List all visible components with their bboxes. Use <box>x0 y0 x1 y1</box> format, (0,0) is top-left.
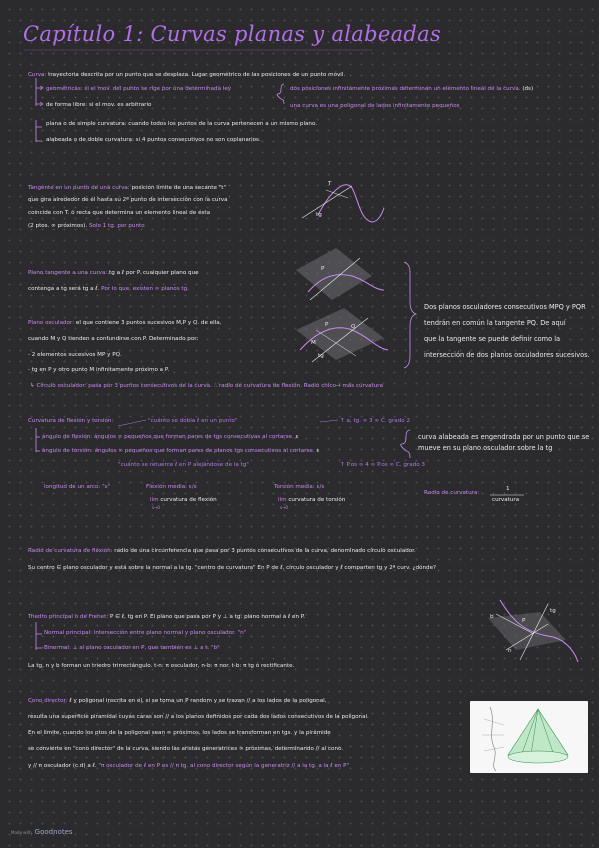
curva-right-1 <box>290 86 533 93</box>
curva-section <box>28 72 345 79</box>
curva-libre: de forma libre: si el mov. es arbitrario <box>46 102 152 108</box>
flexion-lim: lím <box>150 497 159 503</box>
frenet-fig-b: b <box>490 614 494 620</box>
osculador-fig-tg: tg <box>318 353 324 359</box>
plano-tangente-line-1 <box>28 270 199 277</box>
plano-tangente-line-2 <box>28 286 189 293</box>
osculador-line-3: - 2 elementos sucesivos MP y PQ. <box>28 352 122 358</box>
nota-osculadores-2: tendrán en común la tangente PQ. De aquí <box>424 319 566 327</box>
curvatura-heading: Curvatura de flexión y torsión: <box>28 418 114 424</box>
flexion-lim-text: curvatura de flexión <box>160 497 217 503</box>
geometricas-text: geométricas: si el mov. del punto se rige por una determinada ley <box>46 86 232 92</box>
radio-curvatura: Radio de curvatura: <box>424 490 480 496</box>
frenet-figure <box>0 0 1 1</box>
plano-tangente-fig-P: P <box>321 266 325 272</box>
tangente-l4: (2 ptos. ∞ próximos). <box>28 223 88 229</box>
torsion-limite <box>278 497 345 504</box>
curva-heading: Curva: <box>28 72 47 78</box>
radio-flexion-heading: Radio de curvatura de flexión: <box>28 548 113 554</box>
frenet-binormal-text: Binormal: ⊥ al plano osculador en P, que también es ⊥ a t. <box>44 645 210 651</box>
cono-heading: Cono director: <box>28 698 68 704</box>
osculador-line-2: cuando M y Q tienden a confundirse con P. Determinado por: <box>28 336 199 342</box>
plano-tangente-l1: tg a ℓ por P. cualquier plano que <box>107 270 199 276</box>
plano-tangente-l2: contenga a tg será tg a ℓ. <box>28 286 100 292</box>
frenet-normal <box>44 630 246 637</box>
curva-definition: trayectoria descrita por un punto que se desplaza. Lugar geométrico de las posiciones de un punto móvil. <box>46 72 346 78</box>
tangente-line-2: que gira alrededor de él hasta su 2º punto de intersección con la curva <box>28 197 228 203</box>
radio-frac-bottom: curvatura <box>492 497 520 503</box>
tangente-fig-tg: tg <box>316 212 322 218</box>
cono-line-1 <box>28 698 327 705</box>
cono-line-2: resulta una superficie piramidal cuyas caras son // a los planos definidos por cada dos lados consecutivos de la poligonal. <box>28 714 369 720</box>
tangente-l4b: Solo 1 tg. por punto <box>88 223 145 229</box>
tangente-heading: Tangente en un punto de una curva: <box>28 185 130 191</box>
tangente-line-3: coincide con T. ó recta que determina un elemento lineal de ésta <box>28 210 211 216</box>
frenet-normal-text: Normal principal: intersección entre plano normal y plano osculador. <box>44 630 236 636</box>
osculador-fig-P: P <box>325 322 329 328</box>
frenet-fig-P: P <box>522 618 526 624</box>
cono-line-5 <box>28 763 349 770</box>
made-with-label: Made with <box>11 829 32 835</box>
osculador-fig-M: M <box>311 340 316 346</box>
radio-flexion-l1: radio de una circunferencia que pasa por 3 puntos consecutivos de la curva, denominado círculo osculador. <box>112 548 416 554</box>
torsion-text: ángulo de torsión: ángulos ∞ pequeños que forman pares de planos tgs consecutivos al cortarse. <box>42 448 315 454</box>
osculador-line-4: - tg en P y otro punto M infinitamente próximo a P. <box>28 367 170 373</box>
curva-right-2: una curva es una poligonal de lados infinitamente pequeños <box>290 103 460 109</box>
curva-geometricas <box>46 86 231 93</box>
flexion-text: ángulo de flexión: ángulos ∞ pequeños que forman pares de tgs consecutivas al cortarse. <box>42 434 294 440</box>
cono-line-4: se convierte en "cono director" de la curva, siendo las aristas generatrices ∞ próximas, determinando // al cono. <box>28 746 344 752</box>
radio-flexion-l2: Su centro ∈ plano osculador y está sobre la normal a la tg. "centro de curvatura" <box>28 565 256 571</box>
frenet-line-4: La tg, n y b forman un triedro trirrectángulo. t-n: π osculador, n-b: π nor. t-b: π tg ó rectificante. <box>28 663 295 669</box>
radio-flexion-line-2 <box>28 565 436 572</box>
osculador-l1: el que contiene 3 puntos sucesivos M,P y Q. de ella, <box>74 320 222 326</box>
tangente-fig-T: T <box>328 181 332 187</box>
frenet-heading: Triedro principal o de Frenet: <box>28 614 109 620</box>
nota-osculadores-4: intersección de dos planos osculadores sucesivos. <box>424 351 590 359</box>
tangente-line-4 <box>28 223 145 230</box>
frenet-fig-n: n <box>508 648 512 654</box>
plano-tangente-heading: Plano tangente a una curva: <box>28 270 108 276</box>
circulo-osculador: ↳ Círculo osculador: pasa por 3 puntos consecutivos de la curva. ∴ radio de curvatura de flexión. Radio chico→ más curvatura <box>30 383 384 389</box>
cono-line-3: En el límite, cuando los ptos de la poligonal sean ∞ próximos, los lados se transforman en tgs. y la pirámide <box>28 730 331 736</box>
plano-tangente-l2b: Por lo que, existen ∞ planos tg. <box>101 286 189 292</box>
curvatura-right-note: curva alabeada es engendrada por un punto que se mueve en su plano osculador sobre la tg <box>418 433 590 452</box>
osculador-heading: Plano osculador: <box>28 320 75 326</box>
frenet-binormal <box>44 645 220 652</box>
curvatura-torsion <box>42 448 319 455</box>
curva-alabeada: alabeada o de doble curvatura: si 4 puntos consecutivos no son coplanarios. <box>46 137 261 143</box>
torsion-media: Torsión media: ε/s <box>274 484 325 490</box>
curvatura-sub-2: ↑ P.os ∞ 4 ∞ P.os ∞ C. grado 3 <box>340 462 425 468</box>
tangente-l1: posición límite de una secante "t" <box>129 185 227 191</box>
page-title: Capítulo 1: Curvas planas y alabeadas <box>23 22 442 46</box>
frenet-normal-symbol: "n" <box>237 630 247 636</box>
curva-right-1-ds: (ds) <box>522 86 534 92</box>
radio-flexion-line-1 <box>28 548 416 555</box>
torsion-epsilon: ε <box>316 448 320 454</box>
cono-director-image <box>470 701 588 773</box>
flexion-epsilon: ε <box>295 434 299 440</box>
radio-flexion-l2b: En P de ℓ, círculo osculador y ℓ comparten tg y 2ª curv. ¿dónde? <box>257 565 436 571</box>
flexion-limite <box>150 497 217 504</box>
nota-osculadores-3: que la tangente se puede definir como la <box>424 335 561 343</box>
curva-plana: plana o de simple curvatura: cuando todos los puntos de la curva pertenecen a un mismo plano. <box>46 121 318 127</box>
cono-l1: ℓ y poligonal inscrita en él, si se toma un P random y se trazan // a los lados de la poligonal, <box>67 698 327 704</box>
frenet-l1: P ∈ ℓ, tg en P. El plano que pasa por P y ⊥ a tg: plano normal a ℓ en P. <box>108 614 306 620</box>
nota-osculadores-1: Dos planos osculadores consecutivos MPQ y PQR <box>424 303 586 311</box>
longitud-arco: longitud de un arco: "s" <box>44 484 111 490</box>
curvatura-flexion <box>42 434 299 441</box>
frenet-line-1 <box>28 614 305 621</box>
radio-frac-top: 1 <box>506 486 510 492</box>
osculador-line-1 <box>28 320 221 327</box>
flexion-lim-sub: s→0 <box>152 505 160 510</box>
torsion-lim-sub: s→0 <box>280 505 288 510</box>
frenet-binormal-symbol: "b" <box>211 645 220 651</box>
curvatura-sub-1: "cuánto se retuerce ℓ en P alejándose de la tg" <box>118 462 249 468</box>
torsion-lim: lím <box>278 497 287 503</box>
curva-right-1-text: dos posiciones infinitamente próximas determinan un elemento lineal de la curva. <box>290 86 521 92</box>
cono-l5b: "π osculador de ℓ en P es // π tg. al cono director según la generatriz // a la tg. a la ℓ en P" <box>98 763 350 769</box>
torsion-lim-text: curvatura de torsión <box>288 497 346 503</box>
osculador-fig-Q: Q <box>351 324 356 330</box>
goodnotes-watermark <box>11 828 73 836</box>
cono-director-drawing <box>470 701 588 773</box>
goodnotes-brand: Goodnotes <box>34 828 73 836</box>
tangente-line-1 <box>28 185 226 192</box>
cono-l5: y // π osculador (c.d) a ℓ. <box>28 763 97 769</box>
curvatura-top-2: ↑ a, tg. ∞ 3 ∞ C. grado 2 <box>340 418 411 424</box>
flexion-media: Flexión media: ε/s <box>146 484 197 490</box>
frenet-fig-tg: tg <box>550 608 556 614</box>
curvatura-top-1: "cuánto se dobla ℓ en un punto" <box>148 418 238 424</box>
